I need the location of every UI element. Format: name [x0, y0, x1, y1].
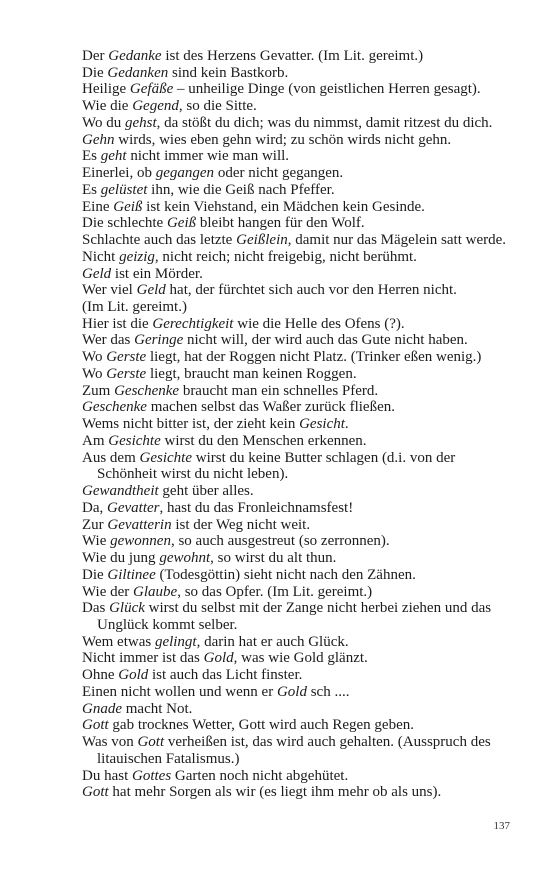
text-run: wie die Helle des Ofens (?). — [233, 315, 405, 332]
text-run: Da, — [82, 499, 107, 516]
text-run: Es — [82, 181, 101, 198]
proverb-line — [82, 600, 512, 617]
text-run: Die — [82, 64, 108, 81]
keyword: Gold — [276, 683, 307, 700]
keyword: gegangen — [155, 165, 215, 182]
text-run: Eine — [82, 198, 114, 215]
proverb-line — [82, 366, 512, 383]
text-run: Wo — [82, 349, 107, 366]
text-run: ist des Herzens Gevatter. (Im Lit. gereimt.) — [161, 48, 424, 64]
text-run: , so die Sitte. — [178, 98, 257, 115]
keyword: Gedanken — [107, 64, 169, 81]
proverb-line — [82, 65, 512, 82]
text-run: , da stößt du dich; was du nimmst, damit ritzest du dich. — [156, 114, 493, 131]
text-run: Was von — [82, 734, 138, 751]
text-run: Wo — [82, 365, 107, 382]
proverb-line — [82, 232, 512, 249]
text-run: sind kein Bastkorb. — [168, 64, 289, 81]
keyword: Gott — [137, 734, 165, 751]
keyword: Gold — [203, 650, 234, 667]
proverb-line — [82, 717, 512, 734]
text-run: nicht will, der wird auch das Gute nicht haben. — [183, 332, 468, 349]
text-run: Wems nicht bitter ist, der zieht kein — [82, 416, 300, 433]
text-run: Es — [82, 148, 101, 165]
proverb-line — [82, 115, 512, 132]
keyword: gelingt — [154, 633, 197, 650]
text-run: (Im Lit. gereimt.) — [82, 299, 187, 316]
proverb-line — [82, 650, 512, 667]
text-run: wirst du selbst mit der Zange nicht herbei ziehen und das — [144, 600, 492, 617]
proverb-line — [82, 165, 512, 182]
proverb-line — [82, 132, 512, 149]
keyword: Gesichte — [108, 432, 161, 449]
proverb-line — [82, 332, 512, 349]
proverb-line — [82, 148, 512, 165]
proverb-line — [82, 182, 512, 199]
text-run: bleibt hangen für den Wolf. — [196, 215, 365, 232]
keyword: Gerste — [106, 365, 147, 382]
text-run: Wer das — [82, 332, 135, 349]
keyword: Gnade — [82, 700, 122, 717]
text-run: wirst du den Menschen erkennen. — [160, 432, 367, 449]
text-run: ist der Weg nicht weit. — [171, 516, 311, 533]
text-run: , so wirst du alt thun. — [210, 550, 337, 567]
proverb-line — [82, 768, 512, 785]
text-run: Zur — [82, 516, 108, 533]
text-run: gab trocknes Wetter, Gott wird auch Regen geben. — [108, 717, 414, 734]
proverb-line — [82, 81, 512, 98]
keyword: Gold — [118, 667, 149, 684]
keyword: gewonnen — [110, 533, 171, 550]
proverb-line — [82, 500, 512, 517]
proverb-line — [82, 450, 512, 467]
text-run: , was wie Gold glänzt. — [233, 650, 368, 667]
text-run: ihn, wie die Geiß nach Pfeffer. — [147, 181, 335, 198]
text-run: Hier ist die — [82, 315, 153, 332]
keyword: gelüstet — [100, 181, 148, 198]
keyword: geizig — [119, 248, 155, 265]
text-run: Wie — [82, 533, 111, 550]
proverb-line — [82, 701, 512, 718]
text-run: Wie du jung — [82, 550, 160, 567]
text-run: Aus dem — [82, 449, 140, 466]
proverb-line — [82, 734, 512, 751]
proverb-line — [82, 215, 512, 232]
text-run: braucht man ein schnelles Pferd. — [179, 382, 379, 399]
keyword: Glaube — [133, 583, 178, 600]
text-run: machen selbst das Waßer zurück fließen. — [146, 399, 395, 416]
keyword: Geiß — [166, 215, 197, 232]
proverb-line — [82, 684, 512, 701]
text-run: hat, der fürchtet sich auch vor den Herren nicht. — [165, 282, 457, 299]
text-run: ist kein Viehstand, ein Mädchen kein Gesinde. — [142, 198, 425, 215]
text-run: . — [344, 416, 349, 433]
proverb-line — [82, 433, 512, 450]
text-run: ist auch das Licht finster. — [148, 667, 303, 684]
proverb-line — [82, 249, 512, 266]
text-run: Wem etwas — [82, 633, 155, 650]
text-run: Nicht immer ist das — [82, 650, 204, 667]
text-run: (Todesgöttin) sieht nicht nach den Zähnen. — [155, 566, 416, 583]
proverb-line — [82, 399, 512, 416]
proverb-line — [82, 634, 512, 651]
keyword: Gedanke — [108, 48, 162, 64]
proverb-line-continuation — [82, 751, 512, 768]
text-run: wirds, wies eben gehn wird; zu schön wirds nicht gehn. — [114, 131, 452, 148]
proverb-line — [82, 383, 512, 400]
proverb-line — [82, 48, 512, 65]
proverb-line-continuation — [82, 466, 512, 483]
text-run: , hast du das Fronleichnamsfest! — [159, 499, 354, 516]
proverb-line — [82, 199, 512, 216]
text-run: Garten noch nicht abgehütet. — [171, 767, 349, 784]
text-run: Wer viel — [82, 282, 137, 299]
text-run: Der — [82, 48, 109, 64]
text-run: Wo du — [82, 114, 125, 131]
proverb-line — [82, 567, 512, 584]
keyword: Gefäße — [129, 81, 174, 98]
keyword: Gerechtigkeit — [152, 315, 234, 332]
text-run: Schönheit wirst du nicht leben). — [97, 466, 289, 483]
keyword: Gott — [82, 717, 109, 734]
text-run: Einen nicht wollen und wenn er — [82, 683, 277, 700]
keyword: Geschenke — [114, 382, 180, 399]
text-run: macht Not. — [122, 700, 193, 717]
page-number: 137 — [493, 820, 510, 832]
keyword: Geld — [136, 282, 166, 299]
keyword: Geiß — [113, 198, 143, 215]
text-run: , so das Opfer. (Im Lit. gereimt.) — [177, 583, 373, 600]
keyword: geht — [100, 148, 127, 165]
text-run: geht über alles. — [158, 483, 254, 500]
keyword: Gegend — [132, 98, 179, 115]
text-run: wirst du keine Butter schlagen (d.i. von der — [191, 449, 456, 466]
proverb-line — [82, 784, 512, 801]
proverb-line — [82, 550, 512, 567]
keyword: Glück — [109, 600, 145, 617]
text-run: Wie die — [82, 98, 133, 115]
keyword: Gesichte — [139, 449, 192, 466]
text-run: Zum — [82, 382, 115, 399]
proverb-line — [82, 266, 512, 283]
text-run: Wie der — [82, 583, 134, 600]
proverb-line — [82, 299, 512, 316]
text-run: Schlachte auch das letzte — [82, 232, 237, 249]
proverb-line — [82, 533, 512, 550]
keyword: Gehn — [82, 131, 115, 148]
keyword: Gott — [82, 784, 109, 801]
text-run: Einerlei, ob — [82, 165, 156, 182]
text-run: , so auch ausgestreut (so zerronnen). — [170, 533, 390, 550]
text-run: oder nicht gegangen. — [214, 165, 344, 182]
text-run: , darin hat er auch Glück. — [196, 633, 349, 650]
proverb-line — [82, 667, 512, 684]
text-run: Das — [82, 600, 110, 617]
text-run: Ohne — [82, 667, 119, 684]
text-run: Die — [82, 566, 108, 583]
proverb-line — [82, 98, 512, 115]
page-body — [82, 48, 512, 801]
text-run: litauischen Fatalismus.) — [97, 750, 240, 767]
text-run: – unheilige Dinge (von geistlichen Herren gesagt). — [173, 81, 481, 98]
proverb-line — [82, 416, 512, 433]
text-run: Am — [82, 432, 109, 449]
keyword: Gesicht — [299, 416, 345, 433]
keyword: Gottes — [132, 767, 172, 784]
keyword: Giltinee — [107, 566, 156, 583]
keyword: gewohnt — [159, 550, 211, 567]
text-run: , nicht reich; nicht freigebig, nicht berühmt. — [154, 248, 417, 265]
proverb-line-continuation — [82, 617, 512, 634]
text-run: liegt, braucht man keinen Roggen. — [146, 365, 357, 382]
keyword: gehst — [124, 114, 157, 131]
proverb-line — [82, 316, 512, 333]
text-run: nicht immer wie man will. — [126, 148, 290, 165]
text-run: verheißen ist, das wird auch gehalten. (Ausspruch des — [164, 734, 491, 751]
text-run: Unglück kommt selber. — [97, 616, 238, 633]
text-run: ist ein Mörder. — [111, 265, 203, 282]
keyword: Gerste — [106, 349, 147, 366]
keyword: Geld — [82, 265, 112, 282]
proverb-line — [82, 584, 512, 601]
text-run: Heilige — [82, 81, 130, 98]
keyword: Gevatter — [107, 499, 160, 516]
keyword: Geringe — [134, 332, 184, 349]
text-run: , damit nur das Mägelein satt werde. — [287, 232, 507, 249]
text-run: hat mehr Sorgen als wir (es liegt ihm mehr ob als uns). — [108, 784, 442, 801]
keyword: Gevatterin — [107, 516, 172, 533]
proverb-line — [82, 349, 512, 366]
proverb-line — [82, 282, 512, 299]
text-run: sch .... — [306, 683, 350, 700]
text-run: liegt, hat der Roggen nicht Platz. (Trinker eßen wenig.) — [146, 349, 482, 366]
text-run: Du hast — [82, 767, 132, 784]
keyword: Geißlein — [236, 232, 288, 249]
keyword: Geschenke — [82, 399, 147, 416]
proverb-line — [82, 517, 512, 534]
proverb-line — [82, 483, 512, 500]
text-run: Die schlechte — [82, 215, 167, 232]
keyword: Gewandtheit — [82, 483, 159, 500]
text-run: Nicht — [82, 248, 120, 265]
